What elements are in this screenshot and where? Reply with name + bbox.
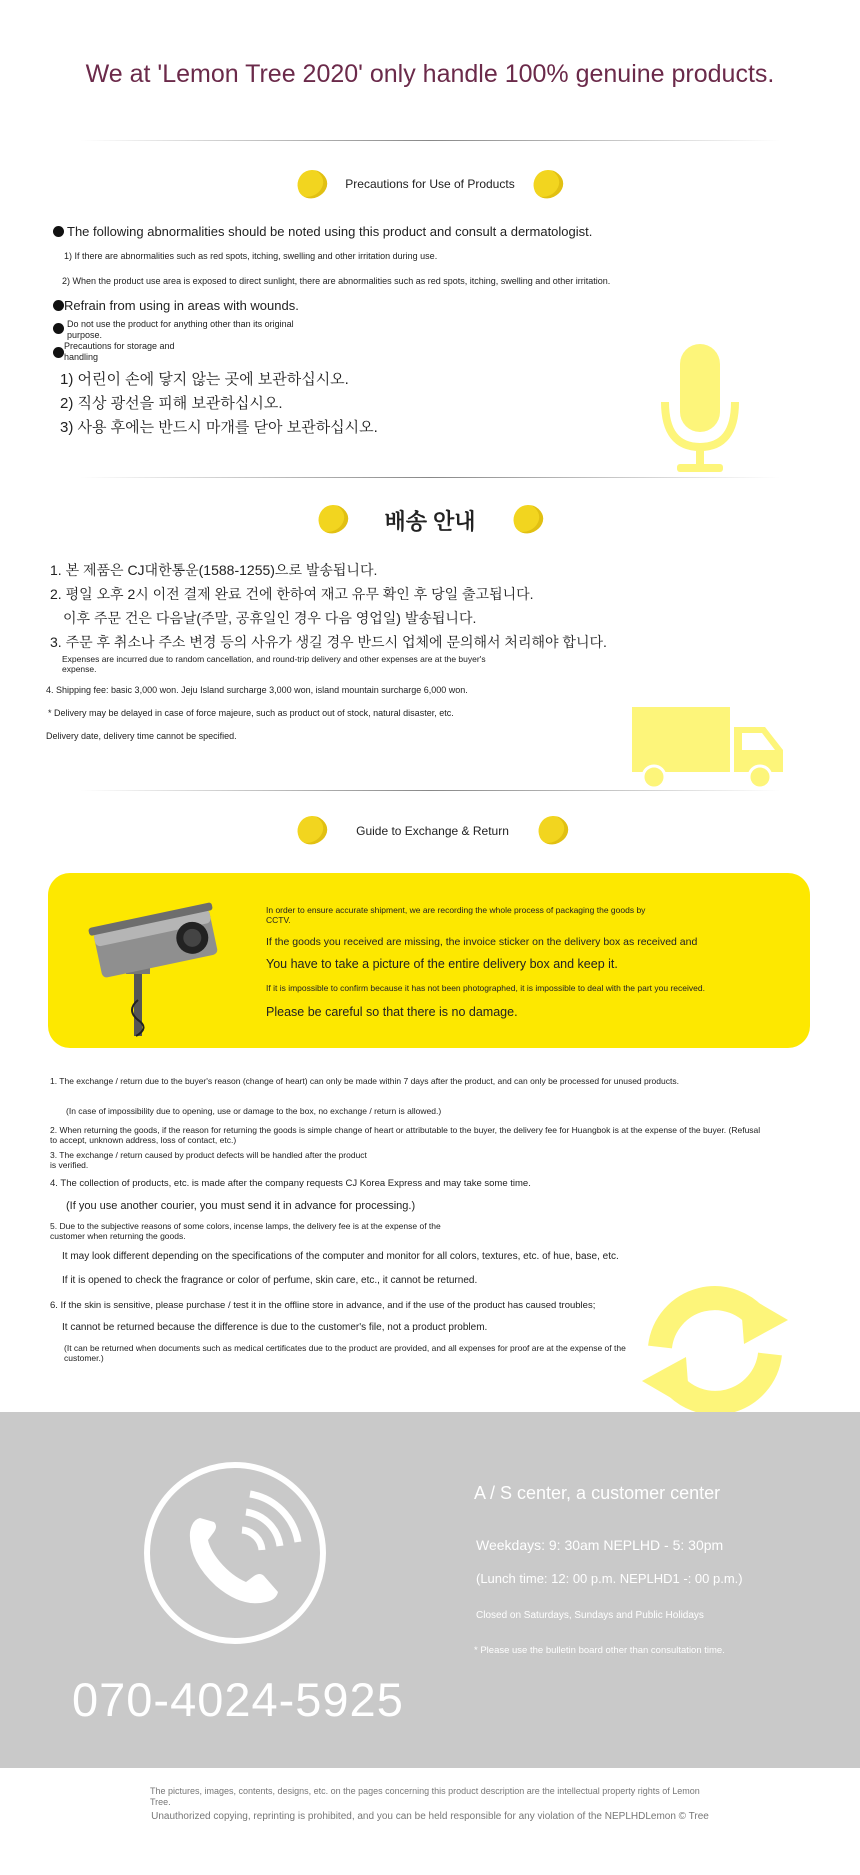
precaution-item-2: Refrain from using in areas with wounds. [64,298,299,313]
lemon-icon [508,500,547,538]
return-rule-1b: (In case of impossibility due to opening, use or damage to the box, no exchange / return is allowed.) [66,1106,442,1116]
shipping-line-3b: Expenses are incurred due to random cancellation, and round-trip delivery and other expenses are at the buyer's expense. [62,654,486,674]
cctv-line-2: If the goods you received are missing, the invoice sticker on the delivery box as received and [266,936,698,948]
shipping-line-1: 1. 본 제품은 CJ대한통운(1588-1255)으로 발송됩니다. [50,562,378,578]
cs-hours: Weekdays: 9: 30am NEPLHD - 5: 30pm [476,1537,724,1553]
cctv-line-3: You have to take a picture of the entire delivery box and keep it. [266,957,618,971]
return-rule-4b: (If you use another courier, you must send it in advance for processing.) [66,1200,416,1212]
precaution-item-1: The following abnormalities should be noted using this product and consult a dermatologist. [67,224,593,239]
storage-kr-1: 1) 어린이 손에 닿지 않는 곳에 보관하십시오. [60,371,349,388]
return-rule-4: 4. The collection of products, etc. is made after the company requests CJ Korea Express and may take some time. [50,1178,531,1189]
cctv-line-4: If it is impossible to confirm because it has not been photographed, it is impossible to deal with the part you received. [266,983,705,993]
cs-lunch: (Lunch time: 12: 00 p.m. NEPLHD1 -: 00 p.m.) [476,1571,743,1586]
precaution-sub-2: 2) When the product use area is exposed to direct sunlight, there are abnormalities such as red spots, itching, swelling and other irritation. [62,276,611,286]
return-rule-3: 3. The exchange / return caused by product defects will be handled after the product is verified. [50,1150,367,1170]
refresh-icon [640,1282,790,1412]
cs-closed: Closed on Saturdays, Sundays and Public Holidays [476,1610,704,1621]
return-rule-1: 1. The exchange / return due to the buyer's reason (change of heart) can only be made within 7 days after the product, and can only be processed for unused products. [50,1076,679,1086]
storage-kr-3: 3) 사용 후에는 반드시 마개를 닫아 보관하십시오. [60,419,378,436]
page-title: We at 'Lemon Tree 2020' only handle 100% genuine products. [85,60,775,88]
storage-kr-2: 2) 직상 광선을 피해 보관하십시오. [60,395,283,412]
shipping-line-5: * Delivery may be delayed in case of force majeure, such as product out of stock, natural disaster, etc. [48,708,454,718]
shipping-line-4: 4. Shipping fee: basic 3,000 won. Jeju Island surcharge 3,000 won, island mountain surcharge 6,000 won. [46,685,468,695]
section-title-precautions: Precautions for Use of Products [345,177,515,191]
lemon-icon [533,811,572,849]
bullet-icon [53,347,64,358]
return-rule-6: 6. If the skin is sensitive, please purchase / test it in the offline store in advance, and if the use of the product has caused troubles; [50,1300,596,1311]
divider [80,790,780,791]
lemon-icon [292,165,331,203]
return-rule-2: 2. When returning the goods, if the reason for returning the goods is simple change of heart or attributable to the buyer, the delivery fee for Huangbok is at the expense of the buyer. (Refusal to accept, unknown address, loss of contact, etc.) [50,1125,761,1145]
lemon-icon [528,165,567,203]
lemon-icon [292,811,331,849]
precaution-item-4: Precautions for storage and handling [64,341,175,362]
shipping-line-6: Delivery date, delivery time cannot be specified. [46,731,237,741]
bullet-icon [53,226,64,237]
section-title-exchange: Guide to Exchange & Return [356,824,509,838]
return-rule-6c: (It can be returned when documents such as medical certificates due to the product are provided, and all expenses for proof are at the expense of the customer.) [64,1343,626,1363]
truck-icon [630,705,785,790]
shipping-line-2: 2. 평일 오후 2시 이전 결제 완료 건에 한하여 재고 유무 확인 후 당일 출고됩니다. [50,586,534,602]
divider [80,140,780,141]
phone-number: 070-4024-5925 [72,1673,404,1726]
cctv-line-5: Please be careful so that there is no damage. [266,1005,518,1019]
footer-copyright: The pictures, images, contents, designs, etc. on the pages concerning this product description are the intellectual property rights of Lemon Tree. [150,1786,700,1807]
cs-title: A / S center, a customer center [474,1483,721,1503]
microphone-icon [655,342,745,477]
divider [80,477,780,478]
phone-icon [142,1460,328,1646]
cctv-camera-icon [88,900,228,1040]
section-title-shipping: 배송 안내 [384,509,476,534]
bullet-icon [53,323,64,334]
lemon-icon [313,500,352,538]
precaution-sub-1: 1) If there are abnormalities such as red spots, itching, swelling and other irritation during use. [64,251,438,261]
return-rule-6b: It cannot be returned because the difference is due to the customer's file, not a product problem. [62,1322,488,1333]
shipping-line-2b: 이후 주문 건은 다음날(주말, 공휴일인 경우 다음 영업일) 발송됩니다. [63,610,477,626]
cctv-line-1: In order to ensure accurate shipment, we are recording the whole process of packaging the goods by CCTV. [266,905,646,925]
cs-note: * Please use the bulletin board other than consultation time. [474,1645,725,1656]
precaution-item-3: Do not use the product for anything other than its original purpose. [67,319,294,340]
return-rule-5b: It may look different depending on the specifications of the computer and monitor for all colors, textures, etc. of hue, base, etc. [62,1251,619,1262]
shipping-line-3: 3. 주문 후 취소나 주소 변경 등의 사유가 생길 경우 반드시 업체에 문의해서 처리해야 합니다. [50,634,607,650]
footer-notice: Unauthorized copying, reprinting is prohibited, and you can be held responsible for any violation of the NEPLHDLemon © Tree [151,1811,709,1822]
return-rule-5c: If it is opened to check the fragrance or color of perfume, skin care, etc., it cannot be returned. [62,1275,478,1286]
return-rule-5: 5. Due to the subjective reasons of some colors, incense lamps, the delivery fee is at the expense of the customer when returning the goods. [50,1221,441,1241]
bullet-icon [53,300,64,311]
